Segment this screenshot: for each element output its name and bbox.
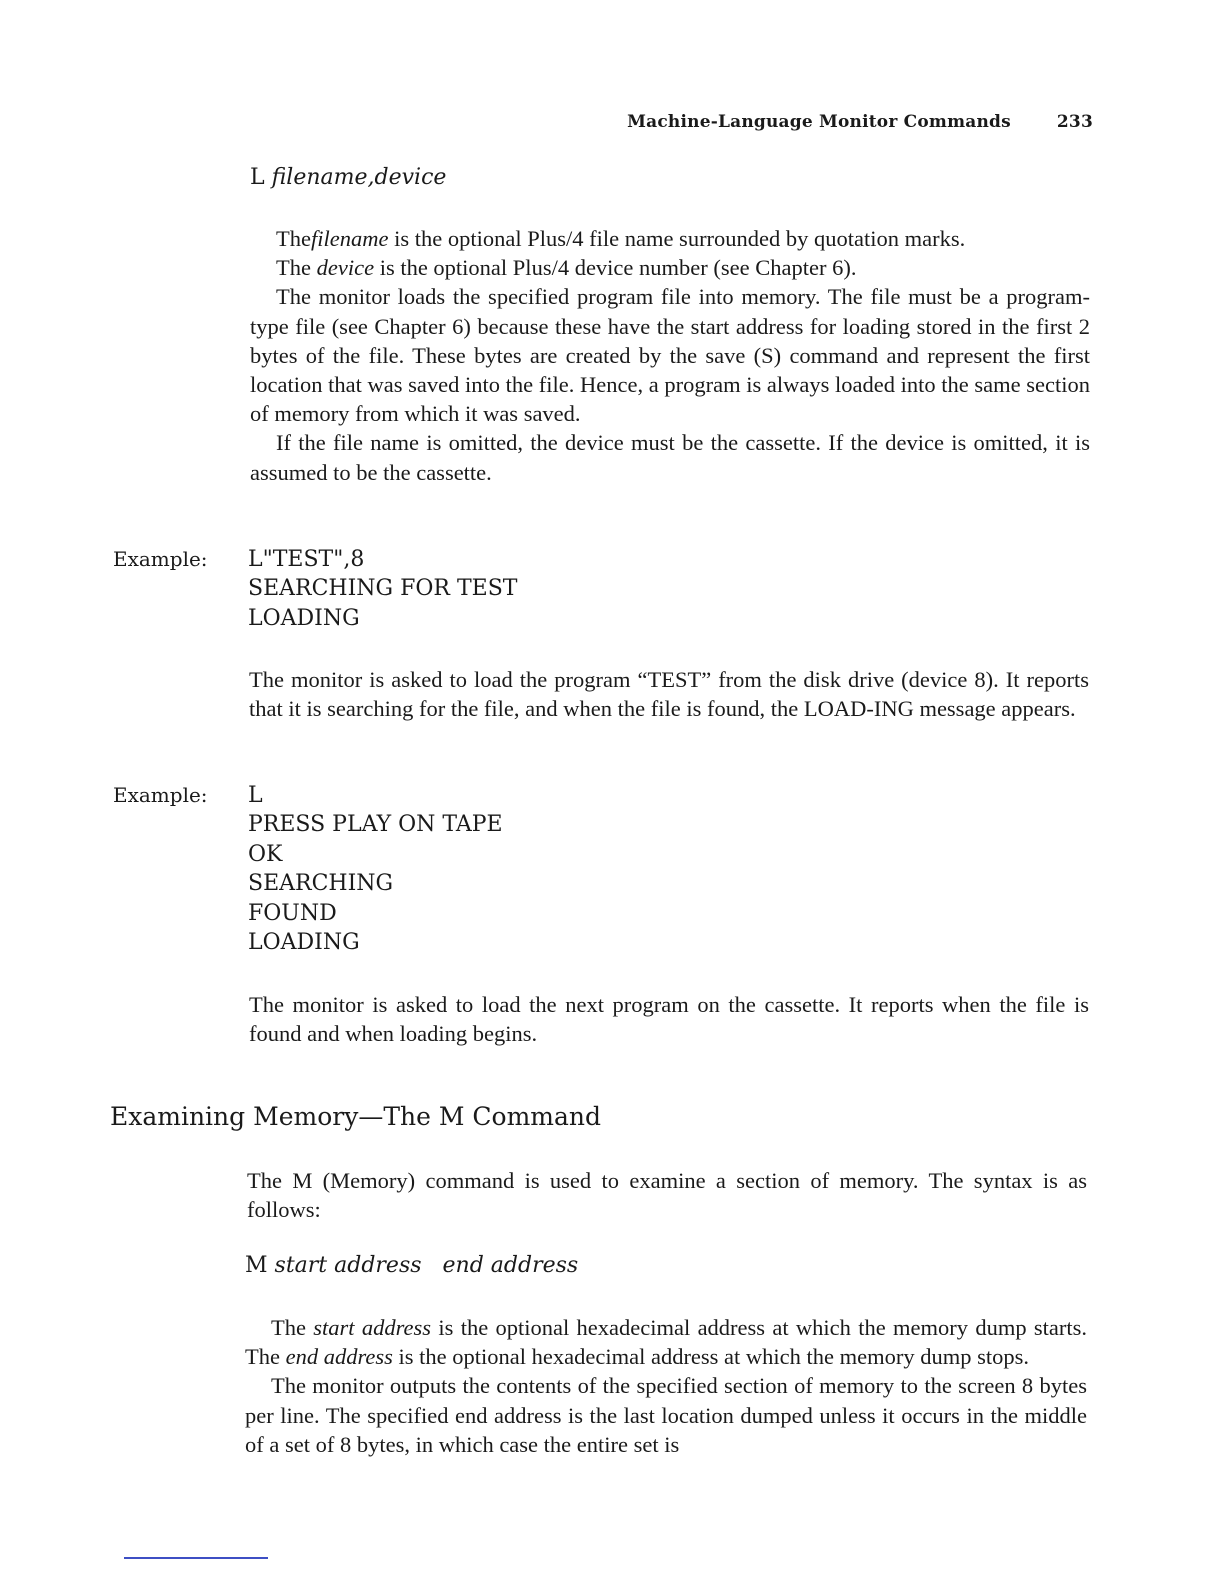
memory-desc-p1 [245, 1313, 1087, 1371]
load-command: L [250, 165, 265, 190]
load-args: filename,device [271, 165, 447, 190]
load-desc-p2-text: is the optional Plus/4 device number (see Chapter 6). [374, 255, 857, 281]
example2-code [248, 781, 503, 957]
code-line: LOADING [248, 930, 360, 956]
code-line: L"TEST",8 [248, 547, 365, 572]
example1-label: Example: [113, 547, 208, 571]
code-line: L [248, 783, 263, 808]
example2-explanation [249, 990, 1089, 1048]
example1-explanation-text: The monitor is asked to load the program “TEST” from the disk drive (device 8). It reports that it is searching for the file, and when the file is found, the LOAD-ING message appears. [249, 667, 1089, 722]
page-number: 233 [1056, 112, 1093, 132]
term-device: device [316, 255, 375, 281]
syntax-start-address: start address [274, 1253, 422, 1278]
code-line: OK [248, 841, 283, 867]
memory-intro [247, 1166, 1087, 1224]
example1-explanation [249, 665, 1089, 723]
running-header [540, 112, 1093, 132]
load-desc-p4-text: If the file name is omitted, the device must be the cassette. If the device is omitted, it is assumed to be the cassette. [250, 430, 1090, 485]
memory-intro-text: The M (Memory) command is used to examine a section of memory. The syntax is as follows: [247, 1168, 1087, 1223]
memory-desc-p1-c: is the optional hexadecimal address at which the memory dump stops. [392, 1344, 1030, 1370]
code-line: SEARCHING [248, 871, 394, 897]
load-desc-p1: Thefilename is the optional Plus/4 file name surrounded by quotation marks. [276, 226, 966, 251]
load-desc-p2: The device is the optional Plus/4 device number (see Chapter 6). [276, 255, 857, 281]
load-desc-p3-text: The monitor loads the specified program file into memory. The file must be a program-type file (see Chapter 6) because these have the start address for loading stored in the first 2 bytes of the file. These bytes are created by the save (S) command and represent the first location that was saved into the file. Hence, a program is always loaded into the same section of memory from which it was saved. [250, 284, 1090, 427]
memory-desc-p2-text: The monitor outputs the contents of the specified section of memory to the screen 8 bytes per line. The specified end address is the last location dumped unless it occurs in the middle of a set of 8 bytes, in which case the entire set is [245, 1373, 1087, 1457]
term-filename: filename [310, 226, 389, 251]
section-heading: Examining Memory—The M Command [110, 1102, 601, 1131]
load-syntax [250, 165, 446, 190]
example2-label: Example: [113, 783, 208, 807]
memory-description [245, 1313, 1087, 1459]
term-end-address: end address [285, 1344, 393, 1370]
code-line: LOADING [248, 605, 360, 631]
memory-desc-p2 [245, 1371, 1087, 1459]
term-start-address: start address [313, 1315, 432, 1340]
code-line: FOUND [248, 900, 337, 926]
memory-desc-p1-b: is the optional hexadecimal address at which the memory dump starts. The [245, 1315, 1088, 1370]
memory-command: M [245, 1253, 268, 1278]
memory-syntax [245, 1253, 578, 1278]
code-line: PRESS PLAY ON TAPE [248, 812, 503, 838]
memory-desc-p1-a: The [271, 1315, 314, 1340]
load-description [250, 224, 1090, 487]
example2-explanation-text: The monitor is asked to load the next program on the cassette. It reports when the file is found and when loading begins. [249, 992, 1089, 1047]
load-desc-p3 [250, 282, 1090, 428]
load-desc-p1-text: is the optional Plus/4 file name surrounded by quotation marks. [388, 226, 966, 251]
example1-code [248, 545, 517, 633]
running-header-title: Machine-Language Monitor Commands [627, 112, 1011, 132]
syntax-end-address: end address [442, 1253, 579, 1278]
load-desc-p4 [250, 428, 1090, 486]
footer-rule [124, 1557, 268, 1559]
code-line: SEARCHING FOR TEST [248, 576, 518, 602]
